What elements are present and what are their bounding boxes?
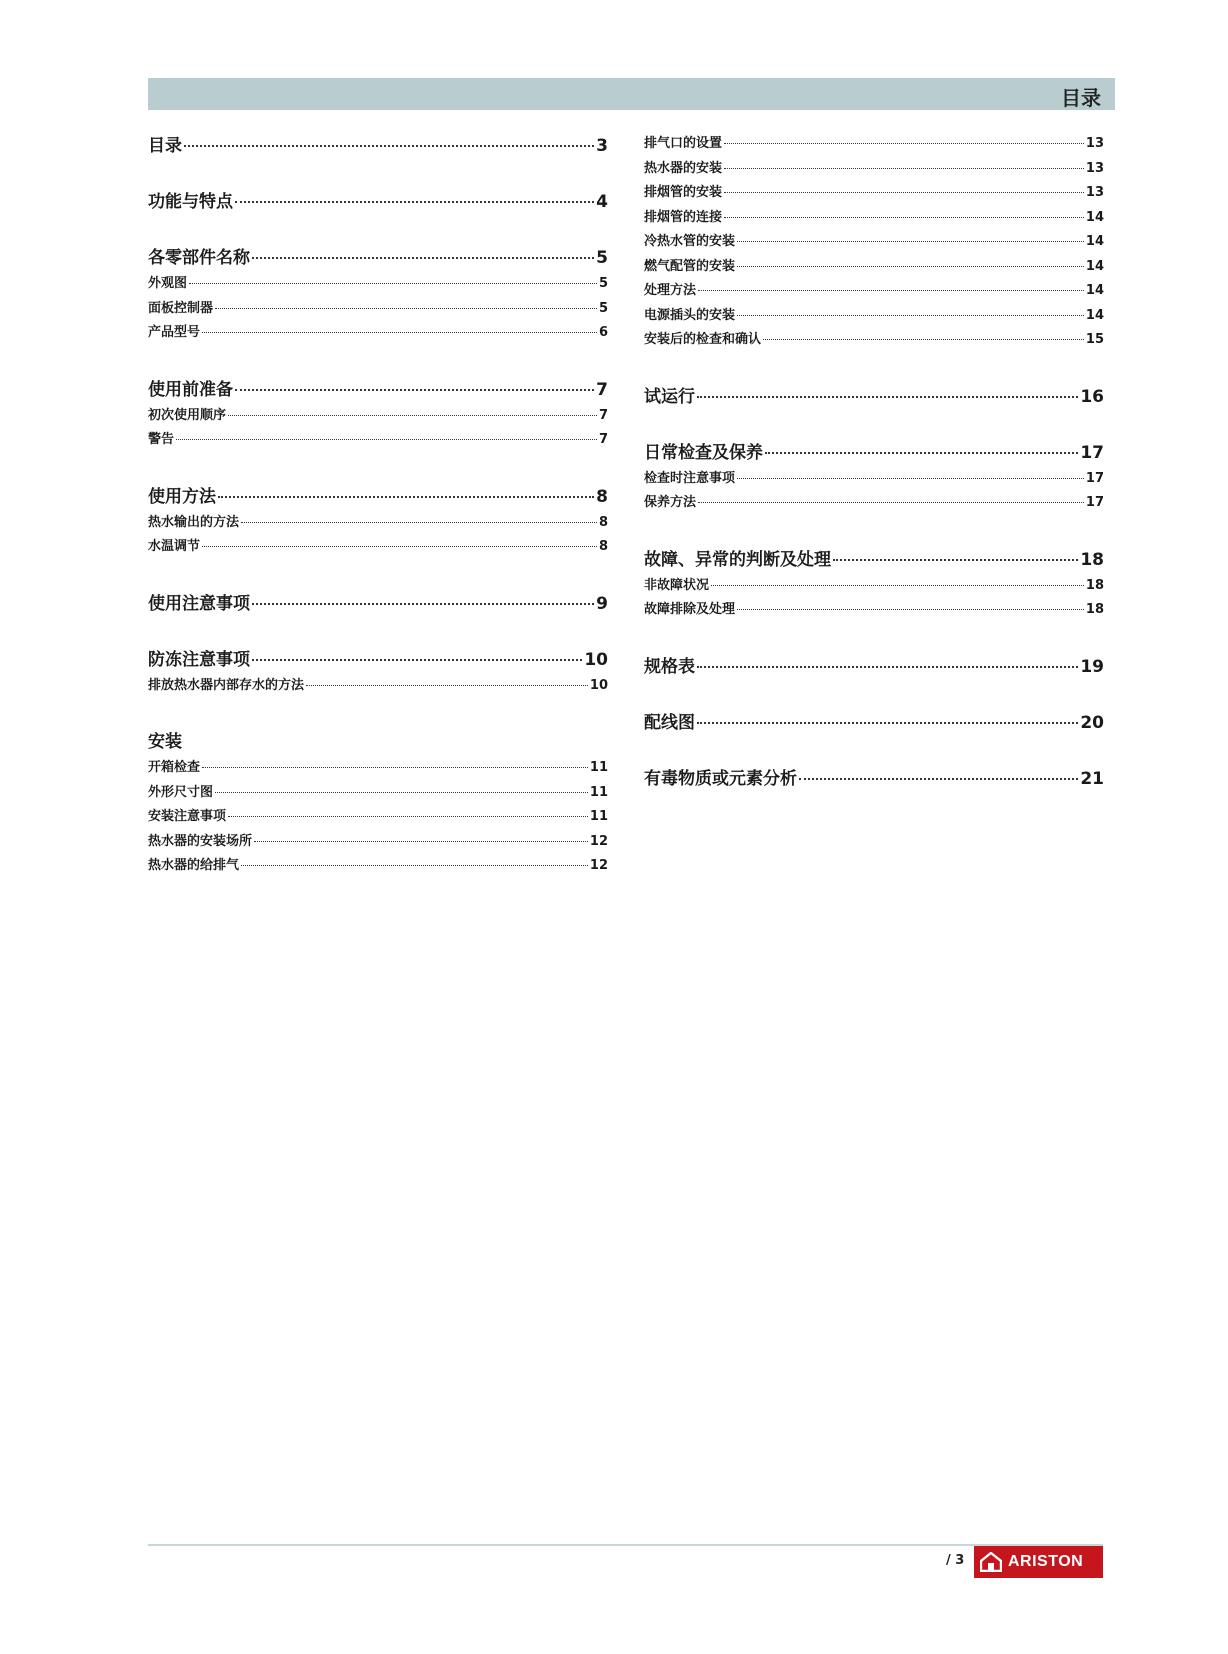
- toc-entry-title: 燃气配管的安装: [644, 258, 736, 274]
- toc-entry-page: 13: [1085, 136, 1104, 151]
- toc-subsection-entry[interactable]: [148, 781, 608, 806]
- toc-entry-title: 配线图: [644, 712, 695, 733]
- toc-entry-title: 开箱检查: [148, 760, 201, 775]
- toc-entry-page: 14: [1085, 258, 1104, 274]
- toc-section-entry[interactable]: [644, 439, 1104, 467]
- toc-section-entry[interactable]: [148, 244, 608, 272]
- toc-subsection-entry[interactable]: [644, 181, 1104, 206]
- toc-entry-page: 9: [596, 593, 608, 614]
- toc-entry-title: 热水器的给排气: [148, 858, 240, 873]
- toc-entry-page: 6: [598, 325, 608, 340]
- toc-entry-page: 7: [596, 379, 608, 400]
- dot-leader: [202, 546, 597, 547]
- toc-subsection-entry[interactable]: [148, 674, 608, 699]
- toc-entry-title: 防冻注意事项: [148, 649, 250, 670]
- toc-entry-title: 使用前准备: [148, 379, 233, 400]
- toc-entry-title: 故障、异常的判断及处理: [644, 549, 831, 570]
- toc-entry-title: 功能与特点: [148, 192, 233, 212]
- toc-entry-page: 12: [589, 833, 608, 849]
- dot-leader: [252, 603, 594, 605]
- toc-subsection-entry[interactable]: [644, 467, 1104, 492]
- dot-leader: [799, 778, 1078, 780]
- dot-leader: [306, 685, 588, 686]
- dot-leader: [218, 496, 594, 498]
- toc-entry-page: 12: [589, 858, 608, 873]
- toc-entry-page: 5: [598, 276, 608, 291]
- toc-entry-page: 21: [1080, 768, 1104, 789]
- dot-leader: [215, 792, 588, 793]
- toc-entry-page: 14: [1085, 209, 1104, 225]
- toc-entry-page: 16: [1080, 386, 1104, 407]
- dot-leader: [737, 478, 1084, 479]
- toc-entry-title: 热水输出的方法: [148, 514, 240, 530]
- toc-subsection-entry[interactable]: [148, 756, 608, 781]
- dot-leader: [252, 659, 582, 661]
- dot-leader: [228, 415, 597, 416]
- dot-leader: [833, 559, 1078, 561]
- toc-section-entry[interactable]: [148, 188, 608, 216]
- toc-entry-title: 冷热水管的安装: [644, 234, 736, 249]
- toc-entry-title: 处理方法: [644, 283, 697, 298]
- dot-leader: [724, 192, 1084, 193]
- toc-entry-page: 17: [1085, 470, 1104, 486]
- toc-subsection-entry[interactable]: [644, 328, 1104, 353]
- toc-entry-title: 安装: [148, 732, 182, 752]
- toc-entry-title: 初次使用顺序: [148, 407, 227, 423]
- dot-leader: [737, 315, 1084, 316]
- dot-leader: [235, 389, 594, 391]
- toc-subsection-entry[interactable]: [644, 574, 1104, 599]
- toc-subsection-entry[interactable]: [148, 854, 608, 879]
- house-icon: [980, 1552, 1002, 1572]
- toc-section-entry[interactable]: [644, 546, 1104, 574]
- toc-entry-page: 17: [1080, 442, 1104, 463]
- toc-subsection-entry[interactable]: [644, 598, 1104, 623]
- toc-section-entry[interactable]: [148, 376, 608, 404]
- toc-entry-title: 安装注意事项: [148, 809, 227, 824]
- dot-leader: [698, 502, 1084, 503]
- dot-leader: [765, 452, 1078, 454]
- toc-entry-title: 外观图: [148, 276, 188, 291]
- toc-entry-title: 日常检查及保养: [644, 442, 763, 463]
- toc-entry-title: 保养方法: [644, 495, 697, 510]
- dot-leader: [711, 585, 1084, 586]
- toc-subsection-entry[interactable]: [148, 535, 608, 560]
- toc-entry-title: 水温调节: [148, 539, 201, 554]
- toc-entry-page: 18: [1085, 577, 1104, 593]
- dot-leader: [724, 168, 1084, 169]
- toc-entry-page: 17: [1085, 495, 1104, 510]
- toc-subsection-entry[interactable]: [644, 206, 1104, 231]
- dot-leader: [697, 666, 1078, 668]
- toc-entry-page: 11: [589, 760, 608, 775]
- toc-section-entry[interactable]: [644, 653, 1104, 681]
- toc-entry-page: 18: [1085, 602, 1104, 617]
- toc-subsection-entry[interactable]: [148, 428, 608, 453]
- dot-leader: [724, 217, 1084, 218]
- toc-entry-page: 4: [596, 192, 608, 212]
- toc-entry-title: 电源插头的安装: [644, 307, 736, 323]
- toc-entry-page: 8: [598, 514, 608, 530]
- toc-entry-page: 15: [1085, 332, 1104, 347]
- dot-leader: [202, 332, 597, 333]
- dot-leader: [737, 241, 1084, 242]
- dot-leader: [763, 339, 1084, 340]
- toc-entry-title: 检查时注意事项: [644, 470, 736, 486]
- toc-entry-page: 3: [596, 136, 608, 156]
- toc-section-entry[interactable]: [148, 728, 608, 756]
- toc-entry-title: 非故障状况: [644, 577, 710, 593]
- dot-leader: [189, 283, 597, 284]
- toc-section-entry[interactable]: [644, 709, 1104, 737]
- toc-subsection-entry[interactable]: [148, 297, 608, 322]
- dot-leader: [215, 308, 597, 309]
- toc-section-entry[interactable]: [148, 590, 608, 618]
- toc-entry-title: 面板控制器: [148, 300, 214, 316]
- toc-subsection-entry[interactable]: [148, 404, 608, 429]
- toc-subsection-entry[interactable]: [644, 255, 1104, 280]
- toc-entry-page: 10: [584, 649, 608, 670]
- toc-entry-title: 排烟管的安装: [644, 185, 723, 200]
- dot-leader: [724, 143, 1084, 144]
- dot-leader: [698, 290, 1084, 291]
- dot-leader: [228, 816, 588, 817]
- toc-subsection-entry[interactable]: [644, 491, 1104, 516]
- toc-left-column: [148, 132, 608, 879]
- toc-entry-title: 规格表: [644, 656, 695, 677]
- toc-entry-page: 14: [1085, 307, 1104, 323]
- toc-entry-page: 20: [1080, 712, 1104, 733]
- dot-leader: [241, 522, 597, 523]
- toc-entry-page: 14: [1085, 234, 1104, 249]
- toc-section-entry[interactable]: [644, 765, 1104, 793]
- toc-subsection-entry[interactable]: [148, 805, 608, 830]
- toc-entry-page: 13: [1085, 185, 1104, 200]
- toc-entry-page: 18: [1080, 549, 1104, 570]
- toc-section-entry[interactable]: [644, 383, 1104, 411]
- toc-subsection-entry[interactable]: [148, 272, 608, 297]
- dot-leader: [176, 439, 597, 440]
- toc-section-entry[interactable]: [148, 483, 608, 511]
- toc-entry-title: 排烟管的连接: [644, 209, 723, 225]
- toc-entry-title: 使用注意事项: [148, 593, 250, 614]
- dot-leader: [737, 266, 1084, 267]
- dot-leader: [252, 257, 594, 259]
- toc-entry-title: 各零部件名称: [148, 248, 250, 268]
- toc-right-column: [644, 132, 1104, 793]
- toc-entry-page: 10: [589, 677, 608, 693]
- toc-entry-title: 警告: [148, 432, 175, 447]
- dot-leader: [241, 865, 588, 866]
- toc-entry-page: 5: [598, 300, 608, 316]
- dot-leader: [235, 201, 594, 203]
- toc-entry-page: 14: [1085, 283, 1104, 298]
- toc-entry-page: 7: [598, 432, 608, 447]
- page-title: 目录: [1061, 86, 1101, 110]
- toc-entry-page: 11: [589, 784, 608, 800]
- toc-entry-title: 排气口的设置: [644, 136, 723, 151]
- dot-leader: [697, 722, 1078, 724]
- dot-leader: [254, 841, 588, 842]
- toc-entry-title: 试运行: [644, 386, 695, 407]
- toc-entry-title: 安装后的检查和确认: [644, 332, 762, 347]
- toc-entry-title: 热水器的安装场所: [148, 833, 253, 849]
- toc-subsection-entry[interactable]: [644, 157, 1104, 182]
- toc-entry-title: 热水器的安装: [644, 160, 723, 176]
- dot-leader: [184, 145, 594, 147]
- header-bar: [148, 78, 1115, 110]
- toc-entry-title: 外形尺寸图: [148, 784, 214, 800]
- toc-entry-title: 排放热水器内部存水的方法: [148, 677, 305, 693]
- toc-entry-page: 5: [596, 248, 608, 268]
- toc-subsection-entry[interactable]: [148, 321, 608, 346]
- toc-subsection-entry[interactable]: [644, 304, 1104, 329]
- toc-entry-page: 19: [1080, 656, 1104, 677]
- toc-entry-page: 8: [596, 486, 608, 507]
- toc-entry-title: 有毒物质或元素分析: [644, 768, 797, 789]
- toc-entry-page: 13: [1085, 160, 1104, 176]
- toc-subsection-entry[interactable]: [644, 279, 1104, 304]
- ariston-logo: [974, 1546, 1103, 1578]
- toc-subsection-entry[interactable]: [148, 830, 608, 855]
- toc-section-entry[interactable]: [148, 132, 608, 160]
- toc-subsection-entry[interactable]: [148, 511, 608, 536]
- dot-leader: [202, 767, 588, 768]
- toc-subsection-entry[interactable]: [644, 132, 1104, 157]
- toc-entry-page: 7: [598, 407, 608, 423]
- dot-leader: [737, 609, 1084, 610]
- page-number: / 3: [946, 1553, 965, 1568]
- toc-entry-title: 使用方法: [148, 486, 216, 507]
- toc-entry-title: 目录: [148, 136, 182, 156]
- toc-section-entry[interactable]: [148, 646, 608, 674]
- toc-entry-page: 11: [589, 809, 608, 824]
- footer-divider: [148, 1544, 1103, 1546]
- toc-entry-page: 8: [598, 539, 608, 554]
- toc-entry-title: 故障排除及处理: [644, 602, 736, 617]
- dot-leader: [697, 396, 1078, 398]
- brand-name: ARISTON: [1008, 1553, 1084, 1570]
- toc-entry-title: 产品型号: [148, 325, 201, 340]
- toc-subsection-entry[interactable]: [644, 230, 1104, 255]
